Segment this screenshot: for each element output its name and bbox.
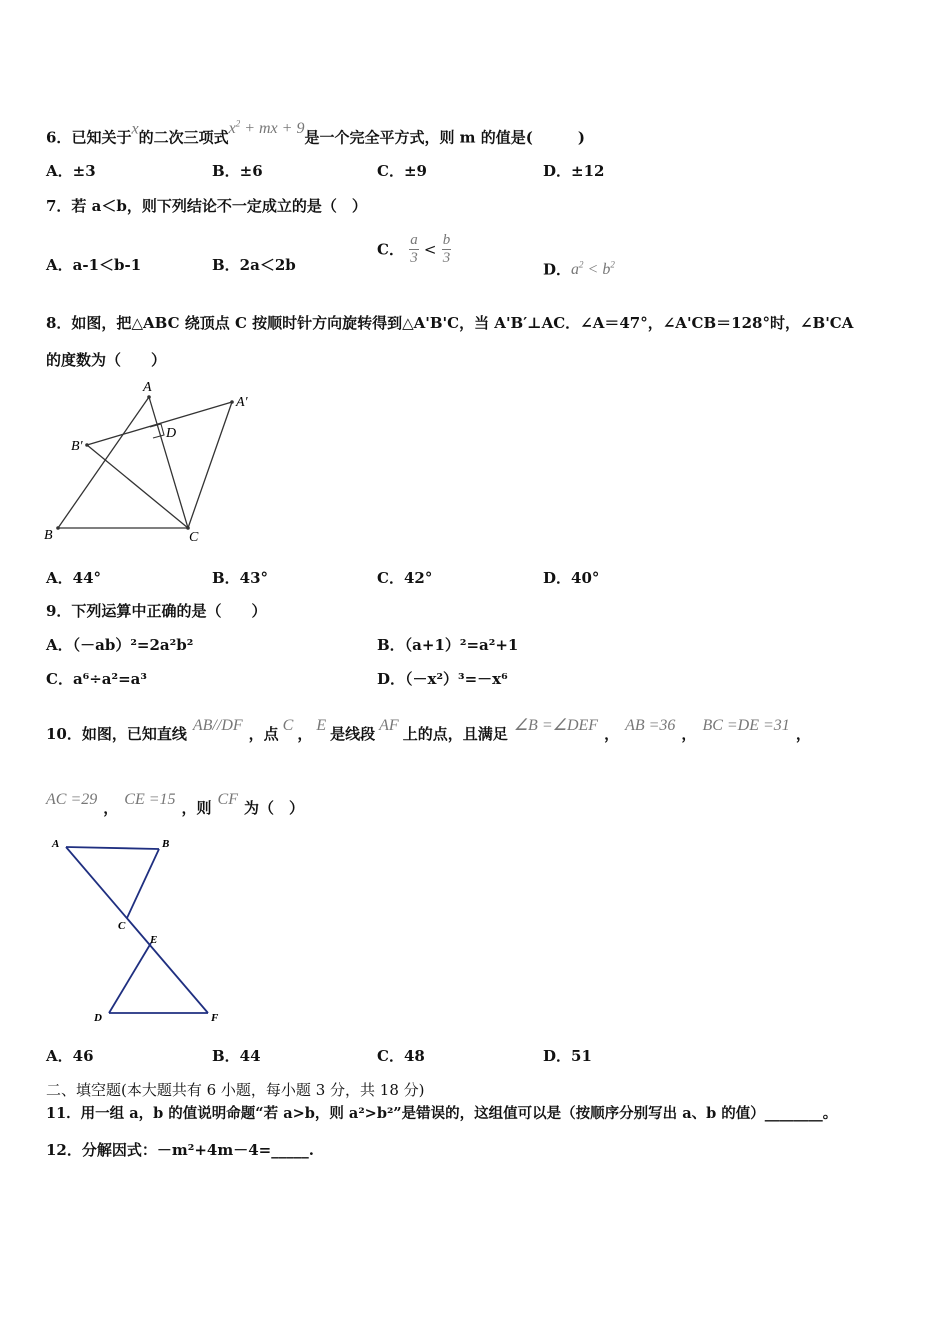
segment-AF (66, 847, 208, 1013)
fraction-b-over-3: $\frac{b}{3}$ (442, 232, 451, 266)
label-C: C (118, 920, 126, 932)
segment-AB (66, 847, 159, 849)
q6-option-b: B．±6 (212, 162, 263, 180)
q9-option-b: B．（a+1）²=a²+1 (377, 636, 519, 654)
label-E: E (150, 934, 158, 946)
fraction-a-over-3: $\frac{a}{3}$ (410, 232, 418, 266)
segment-ED (109, 943, 151, 1013)
label-B: B (44, 528, 53, 543)
q7-stem: 7．若 a＜b，则下列结论不一定成立的是（ ） (46, 197, 367, 215)
q12-stem: 12．分解因式：－m²+4m－4=_____. (46, 1141, 314, 1159)
q10-option-b: B．44 (212, 1047, 261, 1065)
q10-stem-line1: 10．如图，已知直线 AB//DF ，点 C ， E 是线段 AF 上的点，且满足 ∠B =∠DEF ， AB =36 ， BC =DE =31 ， (46, 717, 811, 743)
label-C: C (189, 530, 199, 545)
q8-stem-line2: 的度数为（ ） (46, 351, 167, 369)
q6-option-a: A．±3 (46, 162, 96, 180)
q7-option-d: D．$a^2 < b^2$ (543, 260, 615, 279)
q7-option-b: B．2a＜2b (212, 256, 296, 274)
q8-option-c: C．42° (377, 569, 433, 587)
q10-option-d: D．51 (543, 1047, 592, 1065)
q8-stem-line1: 8．如图，把△ABC 绕顶点 C 按顺时针方向旋转得到△A'B'C，当 A'B′⊥AC．∠A＝47°，∠A'CB＝128°时，∠B'CA (46, 314, 854, 332)
q8-figure (40, 376, 270, 548)
segment-A2C (188, 402, 232, 528)
q6-option-c: C．±9 (377, 162, 427, 180)
q10-stem-line2: AC =29 ， CE =15 ，则 CF 为（ ） (46, 791, 304, 817)
label-B: B (162, 838, 170, 850)
segment-B2A2 (87, 402, 232, 445)
q6-option-d: D．±12 (543, 162, 605, 180)
q8-option-a: A．44° (46, 569, 102, 587)
q9-option-c: C．a⁶÷a²=a³ (46, 670, 147, 688)
q6-stem: 6．已知关于x的二次三项式$x^2$ + mx + 9是一个完全平方式，则 m 的值是( ) (46, 119, 585, 147)
q7-option-c: C． $\frac{a}{3}$ < $\frac{b}{3}$ (377, 232, 451, 266)
section-2-title: 二、填空题(本大题共有 6 小题，每小题 3 分，共 18 分) (46, 1081, 425, 1099)
q9-option-d: D．（－x²）³=－x⁶ (377, 670, 508, 688)
label-A: A (52, 838, 60, 850)
q10-figure (46, 832, 236, 1030)
q10-option-a: A．46 (46, 1047, 94, 1065)
q7-option-a: A．a-1＜b-1 (46, 256, 142, 274)
segment-BA (58, 397, 149, 528)
label-D: D (166, 426, 177, 441)
segment-BC (127, 849, 159, 918)
q10-option-c: C．48 (377, 1047, 425, 1065)
label-A: A (143, 380, 152, 395)
q11-stem: 11．用一组 a，b 的值说明命题“若 a>b，则 a²>b²”是错误的，这组值可以是（按顺序分别写出 a、b 的值）________。 (46, 1105, 838, 1122)
q8-option-b: B．43° (212, 569, 269, 587)
q8-option-d: D．40° (543, 569, 600, 587)
label-D: D (94, 1012, 102, 1024)
q9-stem: 9．下列运算中正确的是（ ） (46, 602, 267, 620)
label-B-prime: B′ (71, 439, 83, 454)
label-F: F (211, 1012, 219, 1024)
segment-B2C (87, 445, 188, 528)
label-A-prime: A′ (236, 395, 248, 410)
q9-option-a: A．（－ab）²=2a²b² (46, 636, 194, 654)
